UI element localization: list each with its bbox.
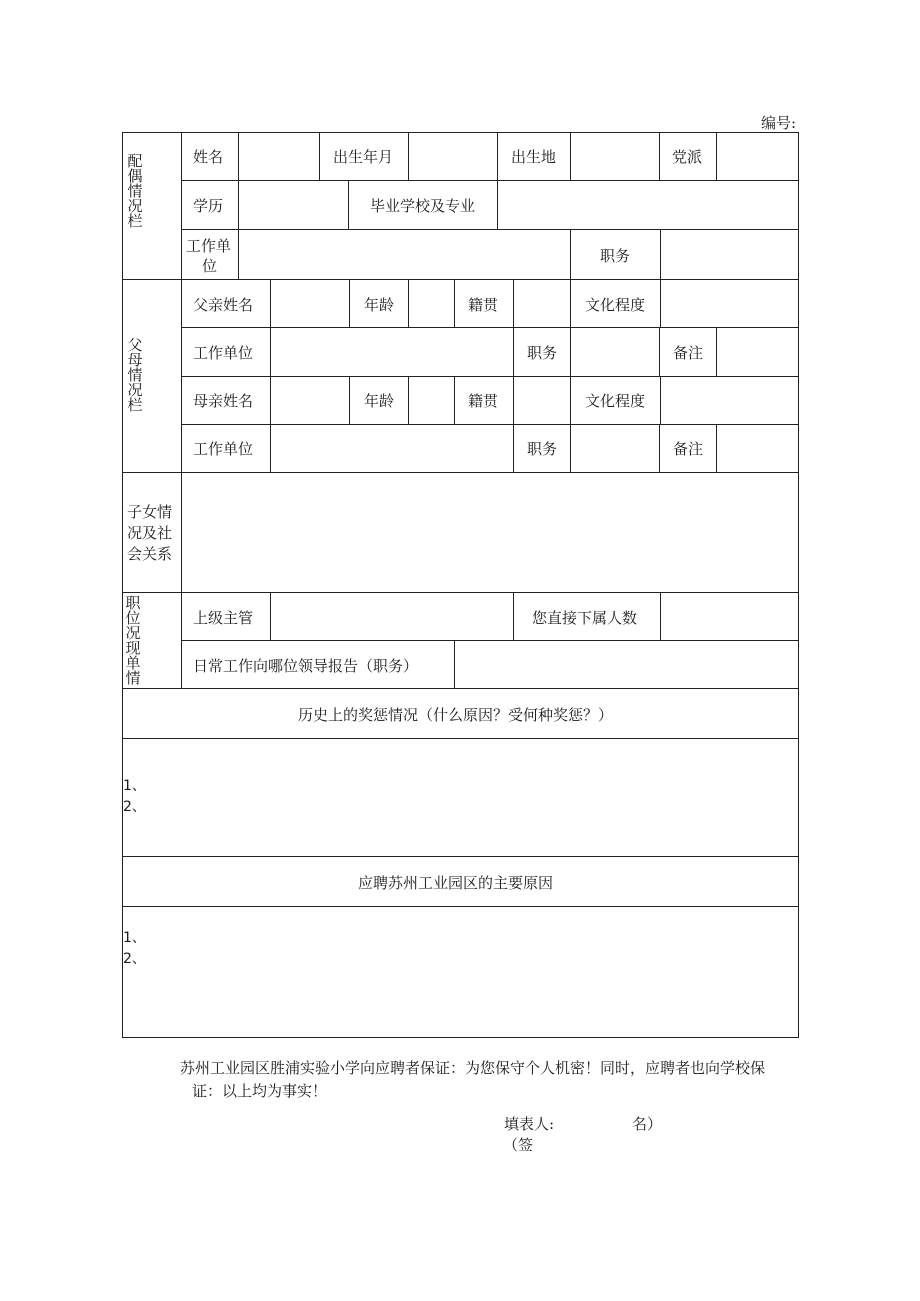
filler-label: 填表人: bbox=[504, 1115, 555, 1133]
father-remark-field[interactable] bbox=[716, 327, 799, 377]
mother-name-field[interactable] bbox=[270, 376, 350, 425]
spouse-workunit-label-line2: 位 bbox=[202, 257, 218, 275]
report-to-field[interactable] bbox=[454, 640, 799, 689]
subordinates-label: 您直接下属人数 bbox=[532, 609, 638, 627]
spouse-party-field[interactable] bbox=[716, 132, 799, 181]
children-label-line3: 会关系 bbox=[127, 545, 173, 563]
subordinates-field[interactable] bbox=[660, 592, 799, 641]
father-native-label: 籍贯 bbox=[468, 296, 499, 314]
supervisor-label: 上级主管 bbox=[193, 609, 254, 627]
father-remark-label: 备注 bbox=[673, 344, 704, 362]
father-position-label: 职务 bbox=[527, 344, 558, 362]
spouse-birthplace-field[interactable] bbox=[570, 132, 660, 181]
mother-culture-label: 文化程度 bbox=[585, 392, 646, 410]
mother-remark-label: 备注 bbox=[673, 440, 704, 458]
children-field[interactable] bbox=[181, 472, 799, 593]
spouse-birthplace-label: 出生地 bbox=[511, 148, 557, 166]
spouse-position-field[interactable] bbox=[660, 229, 799, 280]
spouse-section-label: 配偶情况栏 bbox=[127, 152, 143, 230]
signature-field[interactable] bbox=[560, 1110, 630, 1134]
mother-position-label: 职务 bbox=[527, 440, 558, 458]
mother-native-field[interactable] bbox=[513, 376, 571, 425]
awards-item-2: 2、 bbox=[123, 799, 146, 815]
spouse-school-label: 毕业学校及专业 bbox=[370, 197, 476, 215]
father-age-field[interactable] bbox=[408, 279, 455, 328]
mother-age-field[interactable] bbox=[408, 376, 455, 425]
spouse-party-label: 党派 bbox=[672, 148, 703, 166]
signature-open: （签 bbox=[503, 1136, 534, 1154]
guarantee-line-2: 证：以上均为事实！ bbox=[192, 1082, 328, 1100]
spouse-education-field[interactable] bbox=[238, 180, 349, 230]
father-workunit-label: 工作单位 bbox=[193, 344, 254, 362]
awards-content-field[interactable] bbox=[122, 738, 799, 857]
mother-culture-field[interactable] bbox=[660, 376, 799, 425]
mother-age-label: 年龄 bbox=[364, 392, 395, 410]
mother-workunit-label: 工作单位 bbox=[193, 440, 254, 458]
reason-content-field[interactable] bbox=[122, 906, 799, 1038]
father-name-label: 父亲姓名 bbox=[193, 296, 254, 314]
father-native-field[interactable] bbox=[513, 279, 571, 328]
children-section-label bbox=[127, 502, 181, 565]
signature-close: 名） bbox=[632, 1115, 663, 1133]
spouse-birth-field[interactable] bbox=[408, 132, 498, 181]
awards-list bbox=[123, 776, 146, 818]
father-name-field[interactable] bbox=[270, 279, 350, 328]
mother-name-label: 母亲姓名 bbox=[193, 392, 254, 410]
children-label-line1: 子女情 bbox=[127, 503, 173, 521]
mother-position-field[interactable] bbox=[570, 424, 660, 473]
father-culture-label: 文化程度 bbox=[585, 296, 646, 314]
father-position-field[interactable] bbox=[570, 327, 660, 377]
parents-section-label: 父母情况栏 bbox=[127, 336, 143, 414]
spouse-workunit-label bbox=[186, 236, 236, 276]
mother-remark-field[interactable] bbox=[716, 424, 799, 473]
guarantee-line-1: 苏州工业园区胜浦实验小学向应聘者保证：为您保守个人机密！同时，应聘者也向学校保 bbox=[180, 1059, 766, 1077]
reason-item-1: 1、 bbox=[123, 930, 146, 946]
mother-workunit-field[interactable] bbox=[270, 424, 514, 473]
spouse-workunit-field[interactable] bbox=[238, 229, 571, 280]
awards-title: 历史上的奖惩情况（什么原因？受何种奖惩？） bbox=[298, 706, 614, 724]
job-section-label: 职位况现单情 bbox=[125, 594, 141, 687]
spouse-name-field[interactable] bbox=[238, 132, 320, 181]
supervisor-field[interactable] bbox=[270, 592, 514, 641]
guarantee-statement bbox=[180, 1057, 800, 1103]
reason-list bbox=[123, 928, 146, 970]
spouse-position-label: 职务 bbox=[600, 247, 631, 265]
mother-native-label: 籍贯 bbox=[468, 392, 499, 410]
spouse-birth-label: 出生年月 bbox=[333, 148, 394, 166]
spouse-school-field[interactable] bbox=[497, 180, 799, 230]
reason-title: 应聘苏州工业园区的主要原因 bbox=[358, 874, 554, 892]
reason-item-2: 2、 bbox=[123, 951, 146, 967]
awards-item-1: 1、 bbox=[123, 778, 146, 794]
spouse-workunit-label-line1: 工作单 bbox=[186, 237, 232, 255]
report-to-label: 日常工作向哪位领导报告（职务） bbox=[193, 657, 419, 675]
spouse-education-label: 学历 bbox=[193, 197, 224, 215]
father-culture-field[interactable] bbox=[660, 279, 799, 328]
father-age-label: 年龄 bbox=[364, 296, 395, 314]
spouse-name-label: 姓名 bbox=[193, 148, 224, 166]
children-label-line2: 况及社 bbox=[127, 524, 173, 542]
father-workunit-field[interactable] bbox=[270, 327, 514, 377]
doc-number-label: 编号: bbox=[761, 114, 797, 132]
